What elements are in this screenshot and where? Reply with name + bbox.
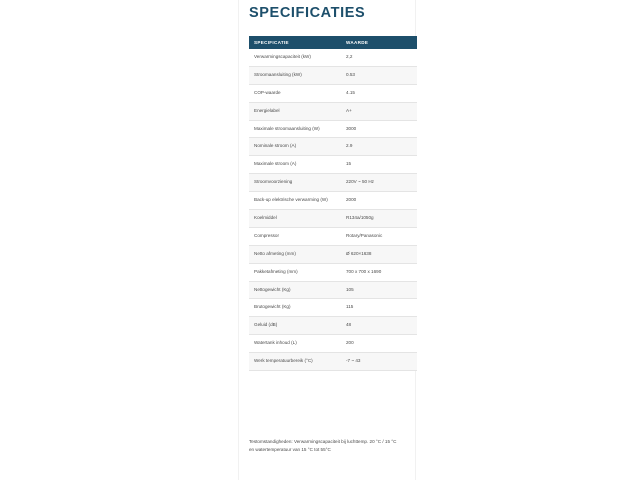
cell-value: A+	[341, 102, 417, 120]
table-row	[249, 263, 417, 281]
table-row	[249, 210, 417, 228]
table-footnote: Testomstandigheden: Verwarmingscapaciteit bij luchttemp. 20 °C / 15 °C en watertemperatuur van 15 °C tot 55°C	[249, 439, 397, 453]
page-gutter-left	[0, 0, 239, 480]
table-row	[249, 66, 417, 84]
table-header-row	[249, 36, 417, 49]
cell-value: 48	[341, 317, 417, 335]
table-row	[249, 120, 417, 138]
column-header-waarde: WAARDE	[341, 36, 417, 49]
table-row	[249, 156, 417, 174]
table-row	[249, 84, 417, 102]
cell-value: 2000	[341, 192, 417, 210]
cell-spec: Energielabel	[249, 102, 341, 120]
cell-spec: Watertank inhoud (L)	[249, 335, 341, 353]
cell-value: 4.15	[341, 84, 417, 102]
cell-spec: COP-waarde	[249, 84, 341, 102]
column-header-specificatie: SPECIFICATIE	[249, 36, 341, 49]
cell-value: 0.53	[341, 66, 417, 84]
table-row	[249, 227, 417, 245]
cell-value: Rotary/Panasonic	[341, 227, 417, 245]
cell-value: -7 ~ 43	[341, 353, 417, 371]
cell-value: 105	[341, 281, 417, 299]
table-row	[249, 138, 417, 156]
cell-spec: Stroomaansluiting (kW)	[249, 66, 341, 84]
document-content	[238, 0, 415, 480]
cell-value: R134a/1050g	[341, 210, 417, 228]
page-title: SPECIFICATIES	[249, 5, 366, 21]
table-row	[249, 353, 417, 371]
cell-spec: Pakketafmeting (mm)	[249, 263, 341, 281]
cell-value: 200	[341, 335, 417, 353]
table-row	[249, 299, 417, 317]
table-row	[249, 281, 417, 299]
cell-value: 2.9	[341, 138, 417, 156]
table-row	[249, 174, 417, 192]
specifications-table	[249, 36, 417, 371]
table-row	[249, 317, 417, 335]
cell-spec: Nettogewicht (Kg)	[249, 281, 341, 299]
cell-value: 3000	[341, 120, 417, 138]
cell-spec: Stroomvoorziening	[249, 174, 341, 192]
cell-value: 700 x 700 x 1690	[341, 263, 417, 281]
cell-spec: Werk temperatuurbereik (°C)	[249, 353, 341, 371]
table-body	[249, 49, 417, 371]
cell-spec: Geluid (dB)	[249, 317, 341, 335]
cell-value: 15	[341, 156, 417, 174]
table-header	[249, 36, 417, 49]
table-row	[249, 245, 417, 263]
table-row	[249, 49, 417, 66]
cell-spec: Nominale stroom (A)	[249, 138, 341, 156]
table-row	[249, 192, 417, 210]
cell-value: 220V ~ 50 Hz	[341, 174, 417, 192]
page-gutter-right	[415, 0, 640, 480]
table-row	[249, 102, 417, 120]
cell-spec: Netto afmeting (mm)	[249, 245, 341, 263]
cell-spec: Maximale stroomaansluiting (W)	[249, 120, 341, 138]
cell-value: Ø 620×1638	[341, 245, 417, 263]
cell-spec: Verwarmingscapaciteit (kW)	[249, 49, 341, 66]
cell-value: 115	[341, 299, 417, 317]
table-row	[249, 335, 417, 353]
cell-spec: Compressor	[249, 227, 341, 245]
cell-value: 2,2	[341, 49, 417, 66]
cell-spec: Koelmiddel	[249, 210, 341, 228]
cell-spec: Back-up elektrische verwarming (W)	[249, 192, 341, 210]
cell-spec: Maximale stroom (A)	[249, 156, 341, 174]
cell-spec: Brutogewicht (Kg)	[249, 299, 341, 317]
